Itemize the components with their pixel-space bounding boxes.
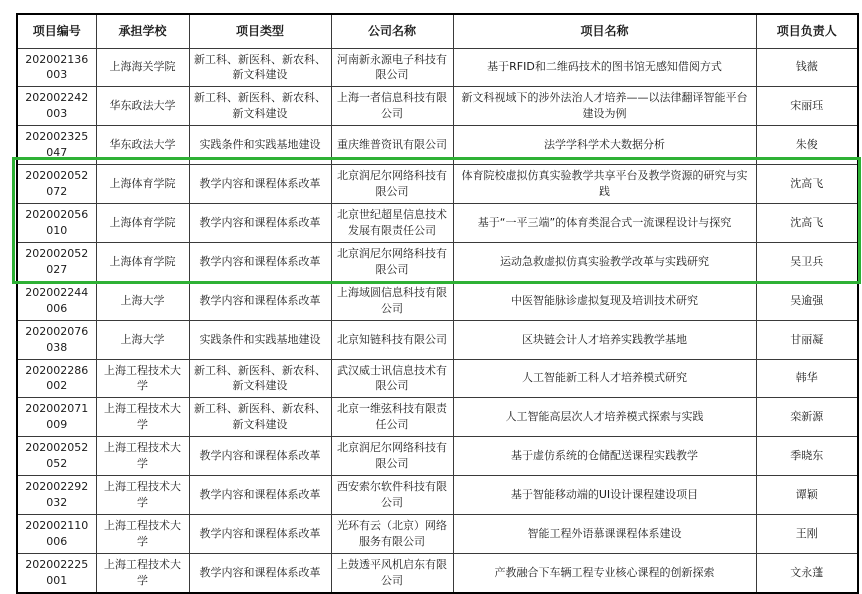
cell-school: 上海工程技术大学 [96,359,189,398]
cell-company: 上海一者信息科技有限公司 [331,87,453,126]
cell-id: 202002136003 [17,48,96,87]
cell-leader: 沈高飞 [756,204,858,243]
cell-school: 上海工程技术大学 [96,515,189,554]
table-row [17,165,858,204]
cell-company: 北京润尼尔网络科技有限公司 [331,165,453,204]
cell-project: 智能工程外语慕课课程体系建设 [453,515,756,554]
cell-school: 上海大学 [96,320,189,359]
cell-type: 实践条件和实践基地建设 [189,126,331,165]
projects-table [16,13,859,594]
cell-type: 新工科、新医科、新农科、新文科建设 [189,87,331,126]
cell-type: 教学内容和课程体系改革 [189,242,331,281]
cell-project: 基于虚仿系统的仓储配送课程实践教学 [453,437,756,476]
cell-company: 北京润尼尔网络科技有限公司 [331,242,453,281]
cell-leader: 宋丽珏 [756,87,858,126]
table-row [17,126,858,165]
cell-type: 教学内容和课程体系改革 [189,476,331,515]
cell-project: 基于“一平三端”的体育类混合式一流课程设计与探究 [453,204,756,243]
table-row [17,87,858,126]
cell-project: 区块链会计人才培养实践教学基地 [453,320,756,359]
cell-company: 光环有云（北京）网络服务有限公司 [331,515,453,554]
table-row [17,515,858,554]
cell-type: 教学内容和课程体系改革 [189,165,331,204]
cell-school: 上海体育学院 [96,242,189,281]
cell-school: 上海工程技术大学 [96,553,189,592]
cell-type: 新工科、新医科、新农科、新文科建设 [189,359,331,398]
cell-school: 上海工程技术大学 [96,437,189,476]
header-row [17,14,858,48]
cell-leader: 吴卫兵 [756,242,858,281]
cell-project: 运动急救虚拟仿真实验教学改革与实践研究 [453,242,756,281]
cell-leader: 栾新源 [756,398,858,437]
cell-type: 新工科、新医科、新农科、新文科建设 [189,398,331,437]
cell-school: 上海海关学院 [96,48,189,87]
cell-company: 河南新永源电子科技有限公司 [331,48,453,87]
cell-leader: 文永蓬 [756,553,858,592]
table-row [17,437,858,476]
cell-id: 202002110006 [17,515,96,554]
cell-company: 上海域圆信息科技有限公司 [331,281,453,320]
cell-project: 中医智能脉诊虚拟复现及培训技术研究 [453,281,756,320]
column-header-id: 项目编号 [17,14,96,48]
cell-company: 北京知链科技有限公司 [331,320,453,359]
cell-leader: 吴逾强 [756,281,858,320]
cell-project: 体育院校虚拟仿真实验教学共享平台及教学资源的研究与实践 [453,165,756,204]
cell-leader: 季晓东 [756,437,858,476]
cell-company: 北京润尼尔网络科技有限公司 [331,437,453,476]
table-row [17,553,858,592]
cell-project: 法学学科学术大数据分析 [453,126,756,165]
column-header-project: 项目名称 [453,14,756,48]
cell-leader: 沈高飞 [756,165,858,204]
cell-id: 202002071009 [17,398,96,437]
cell-leader: 王刚 [756,515,858,554]
column-header-type: 项目类型 [189,14,331,48]
cell-id: 202002076038 [17,320,96,359]
cell-id: 202002052052 [17,437,96,476]
cell-id: 202002242003 [17,87,96,126]
cell-id: 202002225001 [17,553,96,592]
cell-type: 新工科、新医科、新农科、新文科建设 [189,48,331,87]
cell-leader: 韩华 [756,359,858,398]
cell-id: 202002052027 [17,242,96,281]
cell-project: 基于智能移动端的UI设计课程建设项目 [453,476,756,515]
column-header-company: 公司名称 [331,14,453,48]
cell-project: 人工智能新工科人才培养模式研究 [453,359,756,398]
table-row [17,281,858,320]
cell-school: 上海工程技术大学 [96,476,189,515]
cell-id: 202002286002 [17,359,96,398]
cell-type: 教学内容和课程体系改革 [189,553,331,592]
cell-school: 上海工程技术大学 [96,398,189,437]
cell-id: 202002292032 [17,476,96,515]
cell-type: 教学内容和课程体系改革 [189,204,331,243]
cell-company: 北京世纪超星信息技术发展有限责任公司 [331,204,453,243]
cell-id: 202002244006 [17,281,96,320]
projects-table-wrap [16,13,857,594]
column-header-school: 承担学校 [96,14,189,48]
cell-company: 北京一维弦科技有限责任公司 [331,398,453,437]
cell-leader: 谭颖 [756,476,858,515]
cell-leader: 朱俊 [756,126,858,165]
cell-project: 人工智能高层次人才培养模式探索与实践 [453,398,756,437]
table-row [17,204,858,243]
cell-company: 西安索尔软件科技有限公司 [331,476,453,515]
table-row [17,320,858,359]
cell-id: 202002052072 [17,165,96,204]
cell-type: 教学内容和课程体系改革 [189,437,331,476]
cell-school: 上海体育学院 [96,204,189,243]
cell-school: 华东政法大学 [96,87,189,126]
table-row [17,242,858,281]
cell-leader: 甘丽凝 [756,320,858,359]
cell-school: 华东政法大学 [96,126,189,165]
cell-company: 武汉威士讯信息技术有限公司 [331,359,453,398]
cell-type: 教学内容和课程体系改革 [189,515,331,554]
cell-company: 上鼓透平风机启东有限公司 [331,553,453,592]
column-header-leader: 项目负责人 [756,14,858,48]
cell-project: 基于RFID和二维码技术的图书馆无感知借阅方式 [453,48,756,87]
table-row [17,359,858,398]
table-row [17,398,858,437]
cell-leader: 钱薇 [756,48,858,87]
cell-type: 实践条件和实践基地建设 [189,320,331,359]
cell-type: 教学内容和课程体系改革 [189,281,331,320]
cell-school: 上海大学 [96,281,189,320]
cell-project: 产教融合下车辆工程专业核心课程的创新探索 [453,553,756,592]
cell-id: 202002056010 [17,204,96,243]
table-row [17,48,858,87]
cell-project: 新文科视域下的涉外法治人才培养——以法律翻译智能平台建设为例 [453,87,756,126]
table-row [17,476,858,515]
cell-id: 202002325047 [17,126,96,165]
cell-school: 上海体育学院 [96,165,189,204]
cell-company: 重庆维普资讯有限公司 [331,126,453,165]
